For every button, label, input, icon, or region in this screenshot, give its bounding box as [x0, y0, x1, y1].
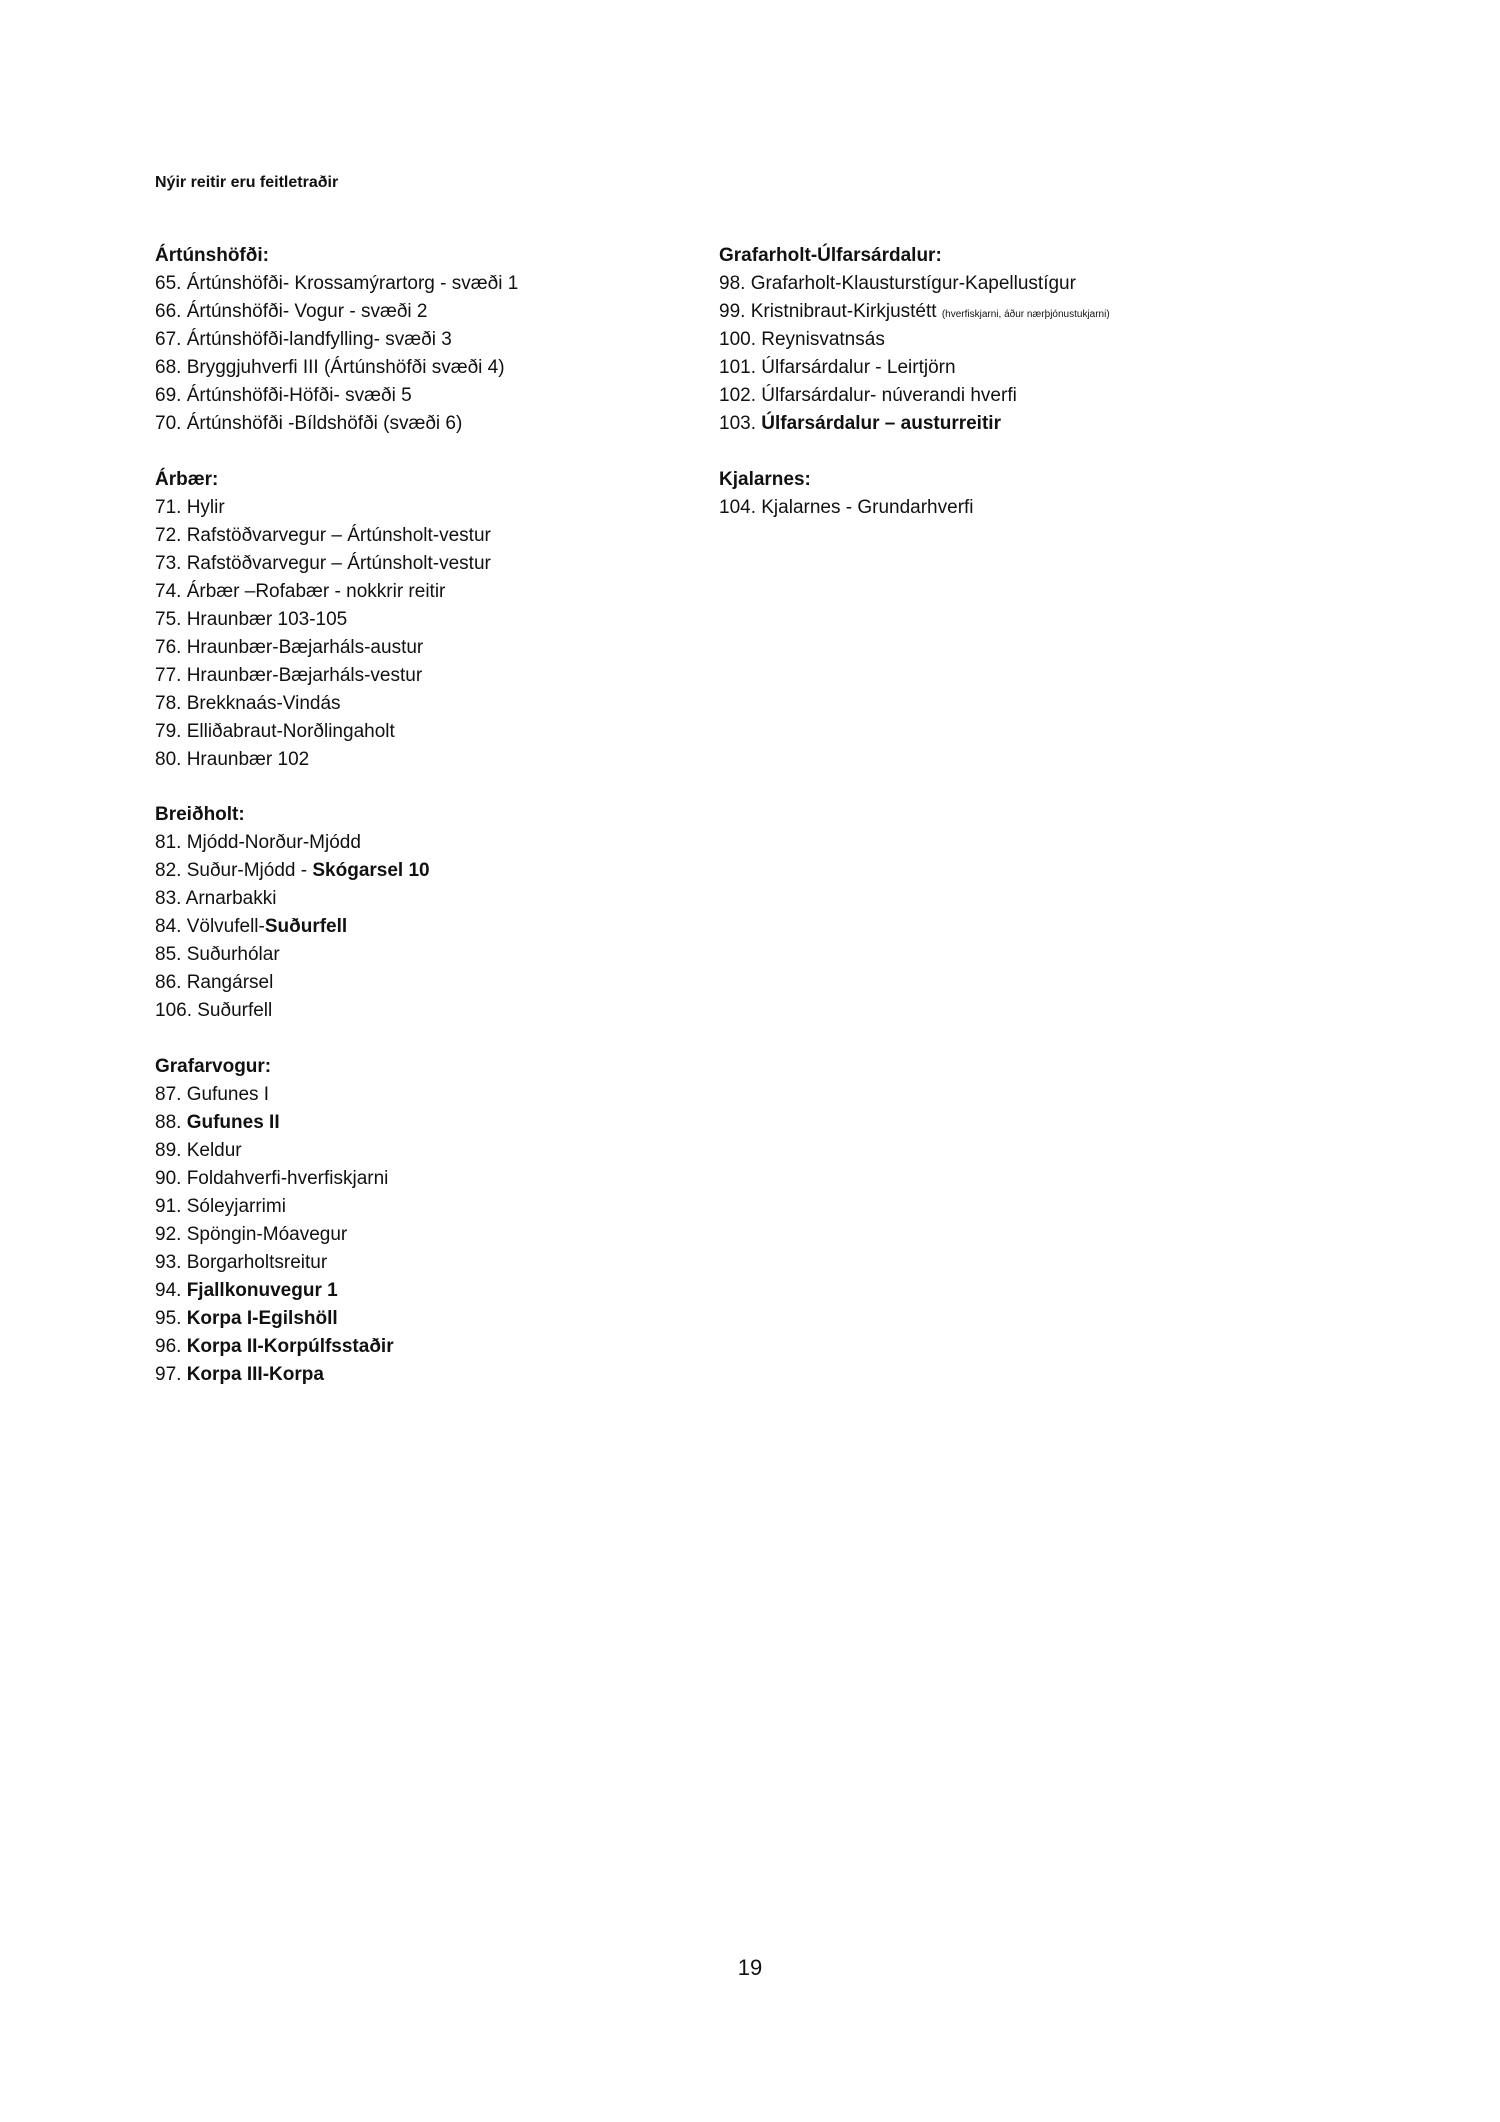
item-text: Rangársel [181, 972, 274, 993]
list-item [155, 1137, 695, 1165]
item-number: 85. [155, 944, 182, 965]
item-text: Korpa III-Korpa [186, 1363, 324, 1385]
item-number: 99. [719, 301, 746, 322]
item-number: 106. [155, 1000, 192, 1021]
item-number: 68. [155, 357, 182, 378]
left-column [155, 242, 695, 1416]
list-item [155, 1305, 695, 1333]
item-number: 82. [155, 860, 182, 881]
list-item [155, 913, 695, 941]
item-text: Kristnibraut-Kirkjustétt [745, 301, 942, 322]
item-number: 89. [155, 1139, 182, 1161]
list-item [155, 829, 695, 857]
item-text: Borgarholtsreitur [181, 1251, 328, 1273]
item-text: Sóleyjarrimi [181, 1195, 286, 1217]
item-number: 101. [719, 357, 756, 378]
item-text: Suðurhólar [181, 944, 280, 965]
item-text: Hraunbær 103-105 [181, 608, 348, 630]
item-text: Gufunes I [181, 1083, 270, 1105]
list-item [719, 494, 1259, 522]
section-breidholt [155, 801, 695, 1025]
item-text: Hylir [181, 496, 225, 518]
item-text: Ártúnshöfði-landfylling- svæði 3 [181, 329, 452, 350]
item-text: Korpa I-Egilshöll [186, 1307, 338, 1329]
item-text: Suðurfell [191, 1000, 273, 1021]
item-number: 76. [155, 636, 182, 658]
page-number: 19 [737, 1955, 763, 1980]
section-grafarholt-ulfarsardalur [719, 242, 1259, 438]
item-number: 77. [155, 664, 182, 686]
item-number: 104. [719, 496, 756, 518]
item-text: Ártúnshöfði -Bíldshöfði (svæði 6) [181, 413, 463, 434]
list-item [155, 1277, 695, 1305]
item-text: Úlfarsárdalur - Leirtjörn [755, 357, 956, 378]
item-number: 97. [155, 1363, 182, 1385]
item-text: Skógarsel 10 [312, 860, 430, 881]
list-item [155, 1109, 695, 1137]
item-number: 91. [155, 1195, 182, 1217]
list-item [155, 606, 695, 634]
section-heading: Kjalarnes: [719, 468, 811, 490]
item-number: 94. [155, 1279, 182, 1301]
bold-fields-note: Nýir reitir eru feitletraðir [155, 174, 339, 191]
item-number: 65. [155, 273, 182, 294]
list-item [155, 1165, 695, 1193]
item-number: 75. [155, 608, 182, 630]
item-text: Reynisvatnsás [755, 329, 885, 350]
section-artunshofdi [155, 242, 695, 438]
item-number: 73. [155, 552, 182, 574]
item-text: Spöngin-Móavegur [181, 1223, 348, 1245]
item-number: 71. [155, 496, 182, 518]
list-item [155, 410, 695, 438]
item-text: Rafstöðvarvegur – Ártúnsholt-vestur [181, 524, 491, 546]
item-number: 96. [155, 1335, 182, 1357]
item-number: 84. [155, 916, 182, 937]
item-text: Gufunes II [186, 1111, 280, 1133]
item-text: Suðurfell [264, 916, 348, 937]
section-heading: Grafarvogur: [155, 1055, 272, 1077]
item-text: Ártúnshöfði- Krossamýrartorg - svæði 1 [181, 273, 519, 294]
item-number: 70. [155, 413, 182, 434]
list-item [155, 885, 695, 913]
item-number: 79. [155, 720, 182, 742]
list-item [155, 298, 695, 326]
list-item [719, 326, 1259, 354]
list-item [719, 410, 1259, 438]
section-kjalarnes [719, 466, 1259, 522]
section-heading: Breiðholt: [155, 804, 245, 825]
list-item [155, 997, 695, 1025]
item-text: Hraunbær 102 [181, 748, 310, 770]
item-text: Grafarholt-Klausturstígur-Kapellustígur [745, 273, 1076, 294]
list-item [719, 270, 1259, 298]
list-item [155, 578, 695, 606]
list-item [155, 746, 695, 774]
item-text: Suður-Mjódd - [181, 860, 313, 881]
item-text: Fjallkonuvegur 1 [186, 1279, 338, 1301]
item-number: 92. [155, 1223, 182, 1245]
list-item [155, 969, 695, 997]
item-text: Hraunbær-Bæjarháls-austur [181, 636, 424, 658]
list-item [155, 1249, 695, 1277]
list-item [155, 662, 695, 690]
item-number: 93. [155, 1251, 182, 1273]
item-number: 98. [719, 273, 746, 294]
item-number: 88. [155, 1111, 182, 1133]
section-heading: Grafarholt-Úlfarsárdalur: [719, 245, 942, 266]
list-item [155, 326, 695, 354]
item-text: Völvufell- [181, 916, 265, 937]
list-item [155, 494, 695, 522]
right-column [719, 242, 1259, 549]
section-heading: Ártúnshöfði: [155, 245, 269, 266]
item-number: 80. [155, 748, 182, 770]
item-text: Keldur [181, 1139, 242, 1161]
list-item [155, 1221, 695, 1249]
item-number: 67. [155, 329, 182, 350]
list-item [155, 690, 695, 718]
item-text: Brekknaás-Vindás [181, 692, 341, 714]
list-item [155, 857, 695, 885]
list-item [155, 522, 695, 550]
item-text: Arnarbakki [181, 888, 277, 909]
list-item [155, 382, 695, 410]
item-number: 103. [719, 413, 756, 434]
item-number: 86. [155, 972, 182, 993]
list-item [719, 354, 1259, 382]
list-item [155, 270, 695, 298]
list-item [155, 634, 695, 662]
item-text: Árbær –Rofabær - nokkrir reitir [181, 580, 446, 602]
item-number: 95. [155, 1307, 182, 1329]
item-text: Úlfarsárdalur – austurreitir [761, 413, 1001, 434]
item-number: 100. [719, 329, 756, 350]
item-text: Mjódd-Norður-Mjódd [181, 832, 361, 853]
list-item [155, 1361, 695, 1389]
list-item [155, 1333, 695, 1361]
section-heading: Árbær: [155, 468, 219, 490]
list-item [719, 298, 1259, 326]
section-grafarvogur [155, 1053, 695, 1389]
list-item [719, 382, 1259, 410]
list-item [155, 718, 695, 746]
item-text: Kjalarnes - Grundarhverfi [755, 496, 974, 518]
list-item [155, 1081, 695, 1109]
item-number: 72. [155, 524, 182, 546]
item-text: Ártúnshöfði-Höfði- svæði 5 [181, 385, 412, 406]
list-item [155, 550, 695, 578]
item-text: Rafstöðvarvegur – Ártúnsholt-vestur [181, 552, 491, 574]
list-item [155, 941, 695, 969]
item-text: Foldahverfi-hverfiskjarni [181, 1167, 389, 1189]
item-text: Ártúnshöfði- Vogur - svæði 2 [181, 301, 428, 322]
item-number: 90. [155, 1167, 182, 1189]
item-number: 81. [155, 832, 182, 853]
item-number: 83. [155, 888, 182, 909]
list-item [155, 1193, 695, 1221]
item-number: 74. [155, 580, 182, 602]
item-text: Bryggjuhverfi III (Ártúnshöfði svæði 4) [181, 357, 505, 378]
section-arbaer [155, 466, 695, 774]
item-number: 66. [155, 301, 182, 322]
item-number: 87. [155, 1083, 182, 1105]
item-number: 102. [719, 385, 756, 406]
item-text: Korpa II-Korpúlfsstaðir [186, 1335, 394, 1357]
item-text: Elliðabraut-Norðlingaholt [181, 720, 395, 742]
list-item [155, 354, 695, 382]
item-text: Hraunbær-Bæjarháls-vestur [181, 664, 423, 686]
item-note: (hverfiskjarni, áður nærþjónustukjarni) [941, 309, 1110, 320]
item-text: Úlfarsárdalur- núverandi hverfi [755, 385, 1017, 406]
item-number: 69. [155, 385, 182, 406]
item-number: 78. [155, 692, 182, 714]
